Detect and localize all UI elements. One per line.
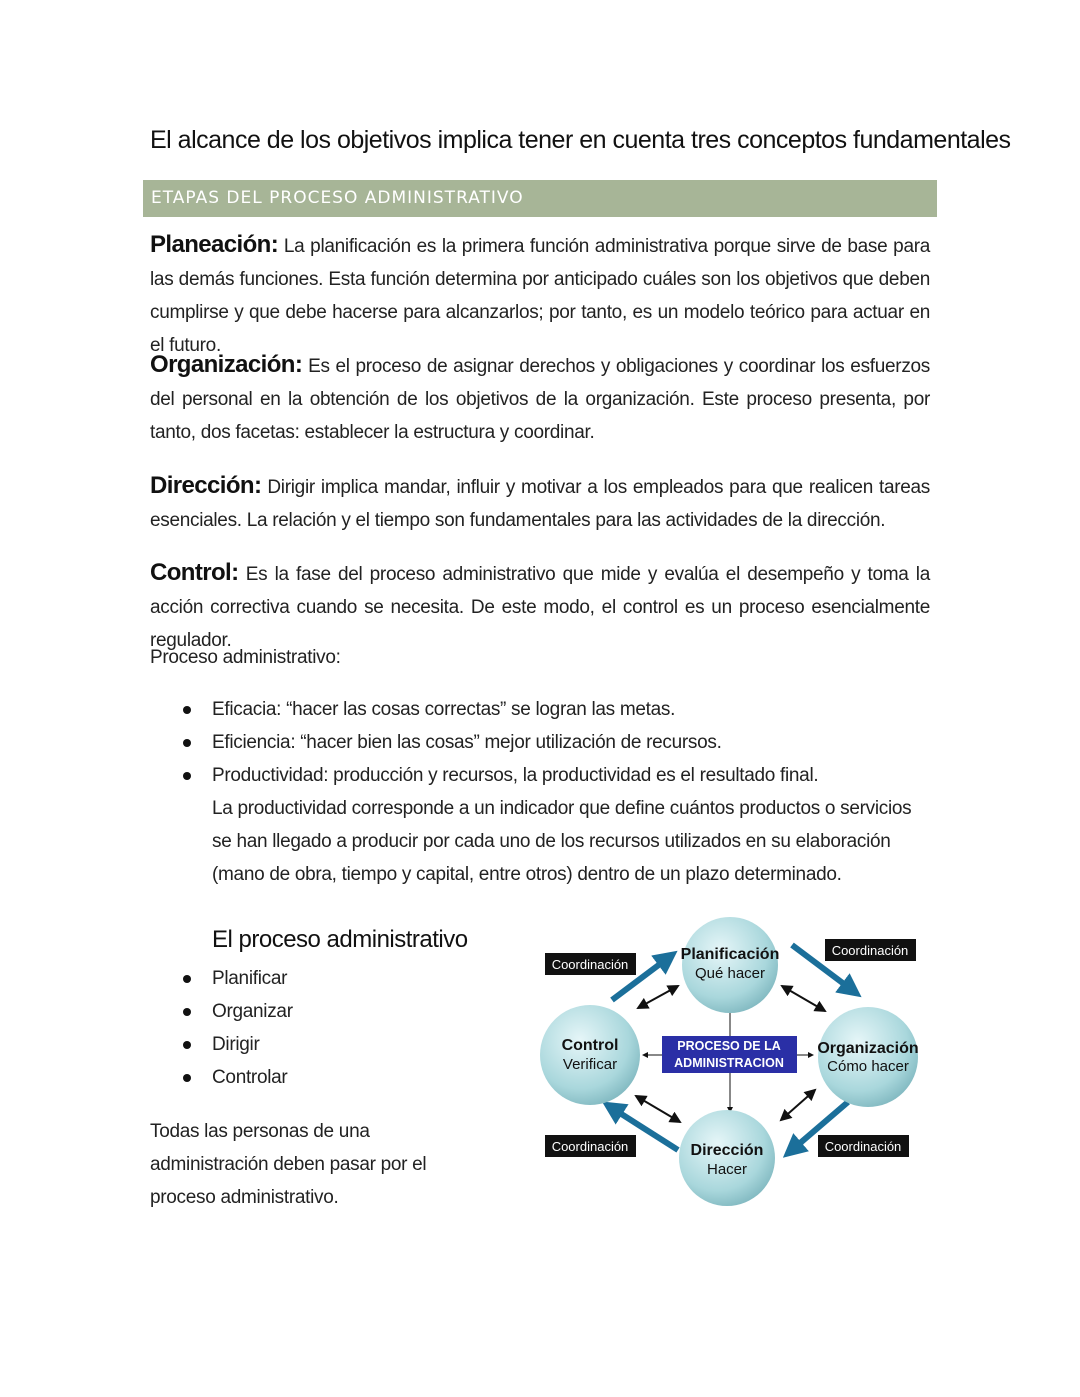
list-item: Planificar xyxy=(180,962,930,995)
node-control xyxy=(540,1005,640,1105)
subheading: El proceso administrativo xyxy=(212,926,468,953)
process-diagram xyxy=(530,910,930,1210)
node-direccion xyxy=(679,1110,775,1206)
definition: Es el proceso de asignar derechos y obligaciones y coordinar los esfuerzos del personal en la obtención de los objetivos de la organización. Este proceso presenta, por tanto, dos facetas: establecer la estructura y coordinar. xyxy=(150,356,930,443)
closing-text: Todas las personas de una administración deben pasar por el proceso administrativo. xyxy=(150,1121,427,1208)
list-item: Controlar xyxy=(180,1061,930,1094)
stage-direccion xyxy=(150,469,930,537)
definition: La planificación es la primera función administrativa porque sirve de base para las demás funciones. Esta función determina por anticipado cuáles son los objetivos que deben cumplirse y que debe hacerse para alcanzarlos; por tanto, es un modelo teórico para actuar en el futuro. xyxy=(150,236,930,356)
node-title: Dirección xyxy=(690,1142,764,1159)
node-organizacion xyxy=(817,1007,918,1107)
term: Dirección: xyxy=(150,472,262,499)
list-item xyxy=(180,759,930,891)
list-item: Organizar xyxy=(180,995,930,1028)
process-list xyxy=(180,693,930,891)
node-title: Control xyxy=(561,1037,619,1054)
definition: Es la fase del proceso administrativo que mide y evalúa el desempeño y toma la acción correctiva cuando se necesita. De este modo, el control es un proceso esencialmente regulador. xyxy=(150,564,930,651)
list-item: Dirigir xyxy=(180,1028,930,1061)
coordination-label: Coordinación xyxy=(551,957,629,972)
stage-organizacion xyxy=(150,348,930,449)
node-title: Planificación xyxy=(680,946,780,963)
term: Control: xyxy=(150,559,239,586)
coordination-label: Coordinación xyxy=(824,1139,902,1154)
node-subtitle: Cómo hacer xyxy=(827,1058,909,1075)
stage-planeacion xyxy=(150,228,930,362)
node-planificacion xyxy=(681,917,780,1013)
center-line1: PROCESO DE LA xyxy=(677,1039,781,1053)
node-subtitle: Verificar xyxy=(562,1056,618,1073)
term: Planeación: xyxy=(150,231,279,258)
node-subtitle: Hacer xyxy=(706,1161,748,1178)
coordination-label: Coordinación xyxy=(831,943,909,958)
page-heading: El alcance de los objetivos implica tener en cuenta tres conceptos fundamentales xyxy=(150,126,1011,154)
definition: Dirigir implica mandar, influir y motivar a los empleados para que realicen tareas esenciales. La relación y el tiempo son fundamentales para las actividades de la dirección. xyxy=(150,477,930,531)
section-band xyxy=(143,180,937,217)
term: Organización: xyxy=(150,351,303,378)
node-subtitle: Qué hacer xyxy=(694,965,766,982)
productivity-note: La productividad corresponde a un indicador que define cuántos productos o servicios se han llegado a producir por cada uno de los recursos utilizados en su elaboración (mano de obra, tiempo y capital, entre otros) dentro de un plazo determinado. xyxy=(212,798,912,885)
coordination-label: Coordinación xyxy=(551,1139,629,1154)
item-text: Productividad: producción y recursos, la productividad es el resultado final. xyxy=(212,765,819,786)
list-item: Eficacia: “hacer las cosas correctas” se logran las metas. xyxy=(180,693,930,726)
process-label: Proceso administrativo: xyxy=(150,647,341,668)
list-item: Eficiencia: “hacer bien las cosas” mejor utilización de recursos. xyxy=(180,726,930,759)
center-box xyxy=(662,1036,797,1073)
section-title: ETAPAS DEL PROCESO ADMINISTRATIVO xyxy=(151,188,524,208)
center-line2: ADMINISTRACION xyxy=(674,1056,784,1070)
node-title: Organización xyxy=(817,1040,919,1057)
